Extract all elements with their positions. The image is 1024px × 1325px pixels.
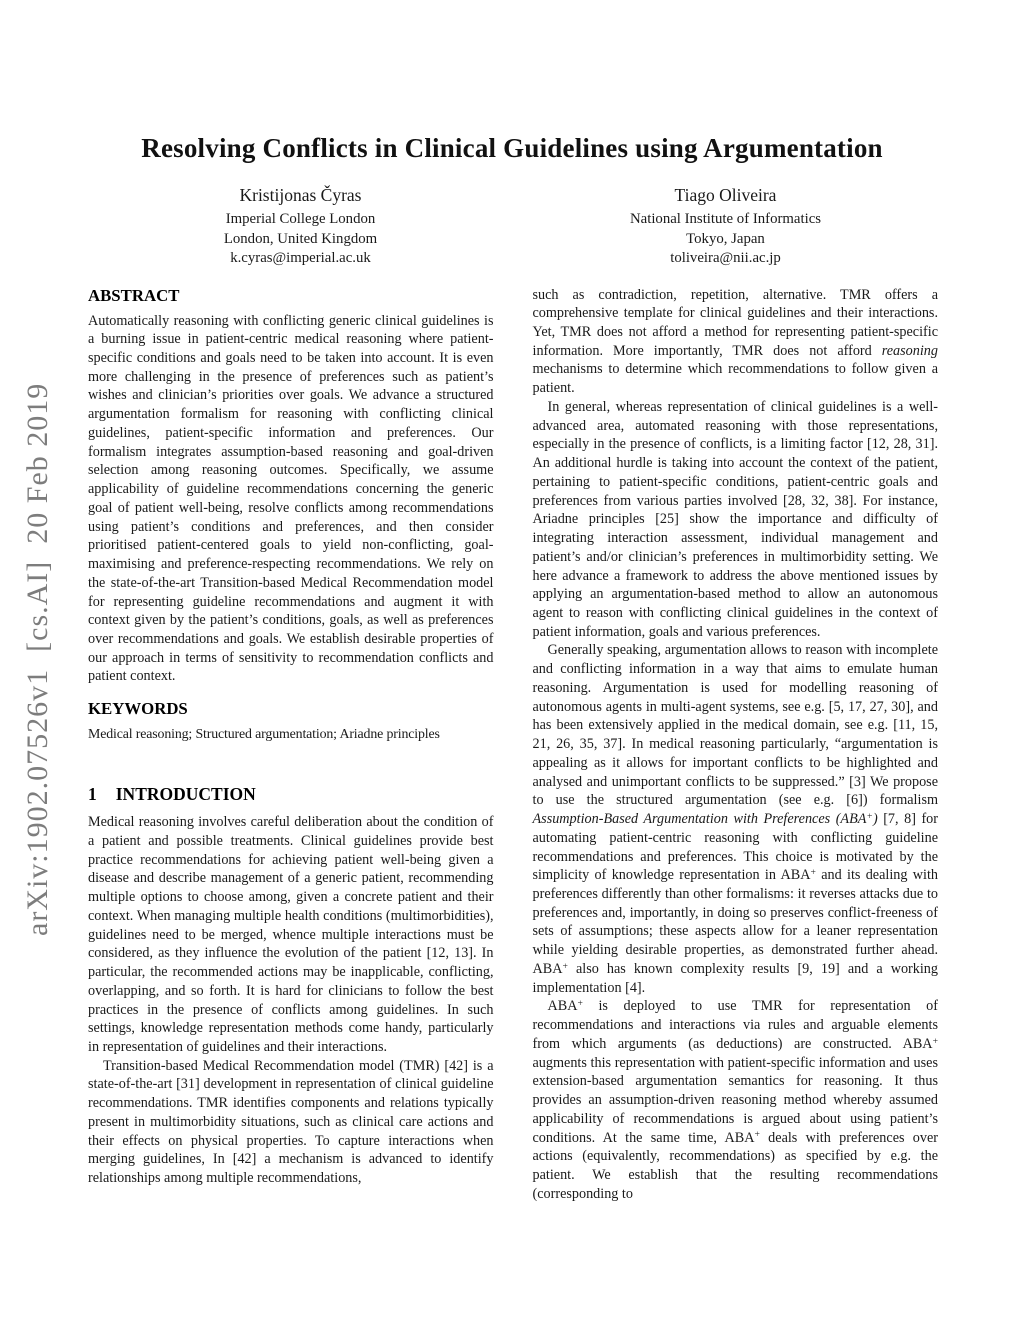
intro-paragraph-2: Transition-based Medical Recommendation model (TMR) [42] is a state-of-the-art [31] development in representation of clinical guideline recommendations. TMR identifies components and relations typically present in multimorbidity situations, such as clinical care actions and their effects on physical properties. To capture interactions when merging guidelines, In [42] a mechanism is advanced to identify relationships among multiple recommendations, xyxy=(88,1057,494,1187)
right-paragraph-4: ABA+ is deployed to use TMR for representation of recommendations and interactions via rules and arguable elements from which arguments (as deductions) are constructed. ABA+ augments this representation with patient-specific information and uses extension-based argumentation semantics for reasoning. It thus provides an assumption-driven reasoning method whereby assumed applicability of recommendations is argued about using patient’s conditions. At the same time, ABA+ deals with preferences over actions (equivalently, recommendations) as specified by e.g. the patient. We establish that the resulting recommendations (corresponding to xyxy=(532,998,939,1202)
author-email: k.cyras@imperial.ac.uk xyxy=(230,250,371,266)
abstract-text: Automatically reasoning with conflicting generic clinical guidelines is a burning issue in patient-centric medical reasoning where patient-specific conditions and goals need to be taken into account. It is even more challenging in the presence of preferences such as patient’s wishes and clinician’s priorities over goals. We advance a structured argumentation formalism for reasoning with conflicting clinical guidelines, patient-specific information and preferences. Our formalism integrates assumption-based reasoning and goal-driven selection among reasoning outcomes. Specifically, we assume applicability of guideline recommendations concerning the generic goal of patient well-being, resolve conflicts among recommendations using patient’s conditions and preferences, and then consider prioritised patient-centered goals to yield non-conflicting, goal-maximising and preference-respecting recommendations. We rely on the state-of-the-art Transition-based Medical Recommendation model for representing guideline recommendations and augment it with context given by the patient’s conditions, goals, as well as preferences over recommendations and goals. We establish desirable properties of our approach in terms of sensitivity to recommendation conflicts and patient context. xyxy=(88,312,494,685)
author-location: Tokyo, Japan xyxy=(686,230,765,247)
authors-row xyxy=(88,185,938,269)
section-title: INTRODUCTION xyxy=(115,784,256,805)
introduction-heading xyxy=(88,784,494,805)
section-number: 1 xyxy=(88,784,97,805)
right-column xyxy=(533,286,939,1204)
keywords-heading: KEYWORDS xyxy=(88,699,188,719)
author-block-1 xyxy=(88,185,513,269)
right-paragraph-1: such as contradiction, repetition, alternative. TMR offers a comprehensive template for clinical guidelines and their interactions. Yet, TMR does not afford a method for representing patient-specific information. More importantly, TMR does not afford reasoning mechanisms to determine which recommendations to follow given a patient. xyxy=(532,286,938,397)
right-paragraph-2: In general, whereas representation of clinical guidelines is a well-advanced area, automated reasoning with those representations, especially in the presence of conflicts, is a limiting factor [12, 28, 31]. An additional hurdle is taking into account the context of the patient, pertaining to patient-specific conditions, patient-centric goals and preferences from various parties involved [28, 32, 38]. For instance, Ariadne principles [25] show the importance and difficulty of integrating interaction assessment, individual management and patient’s and/or clinician’s preferences in multimorbidity setting. We here advance a framework to address the above mentioned issues by applying an argumentation-based method to allow an autonomous agent to reason with conflicting clinical guidelines in the context of patient information, goals and various preferences. xyxy=(532,398,938,640)
intro-paragraph-1: Medical reasoning involves careful deliberation about the condition of a patient and possible treatments. Clinical guidelines provide best practice recommendations for achieving patient well-being given a disease and describe management of a generic patient, recommending multiple options to choose among, given a concrete patient and their context. When managing multiple health conditions (multimorbidities), guidelines need to be merged, whence multiple interactions must be considered, as they influence the evolution of the patient [12, 13]. In particular, the recommended actions may be inapplicable, conflicting, overlapping, and so forth. It is hard for clinicians to follow the best practices in the presence of conflicts among guidelines. In such settings, knowledge representation methods come handy, particularly in representation of guidelines and their interactions. xyxy=(88,814,494,1055)
author-block-2 xyxy=(513,185,938,269)
two-column-body xyxy=(88,286,938,1204)
author-location: London, United Kingdom xyxy=(223,230,378,247)
author-name: Tiago Oliveira xyxy=(674,185,777,205)
right-paragraph-3: Generally speaking, argumentation allows to reason with incomplete and conflicting information in a way that aims to emulate human reasoning. Argumentation is used for modelling reasoning of autonomous agents in multi-agent systems, see e.g. [5, 17, 27, 30], and has been extensively applied in the medical domain, see e.g. [11, 15, 21, 26, 35, 37]. In medical reasoning particularly, “argumentation is appealing as it allows for important conflicts to be highlighted and analysed and unimportant conflicts to be suppressed.” [3] We propose to use the structured argumentation (see e.g. [6]) formalism Assumption-Based Argumentation with Preferences (ABA+) [7, 8] for automating patient-centric reasoning with conflicting guideline recommendations and preferences. This choice is motivated by the simplicity of knowledge representation in ABA+ and its dealing with preferences differently than other formalisms: it reverses attacks due to preferences and, importantly, in doing so preserves conflict-freeness of sets of assumptions; these aspects allow for a leaner representation while yielding desirable properties, as demonstrated further ahead. ABA+ also has known complexity results [9, 19] and a working implementation [4]. xyxy=(532,642,939,996)
paper-title: Resolving Conflicts in Clinical Guidelines using Argumentation xyxy=(141,133,883,163)
author-affiliation: Imperial College London xyxy=(225,211,376,227)
arxiv-watermark: arXiv:1902.07526v1 [cs.AI] 20 Feb 2019 xyxy=(21,382,54,936)
left-column xyxy=(88,286,494,1204)
keywords-text: Medical reasoning; Structured argumentation; Ariadne principles xyxy=(88,727,440,743)
abstract-heading: ABSTRACT xyxy=(88,285,180,305)
author-name: Kristijonas Čyras xyxy=(239,185,362,205)
author-affiliation: National Institute of Informatics xyxy=(629,211,822,227)
author-email: toliveira@nii.ac.jp xyxy=(670,250,781,266)
